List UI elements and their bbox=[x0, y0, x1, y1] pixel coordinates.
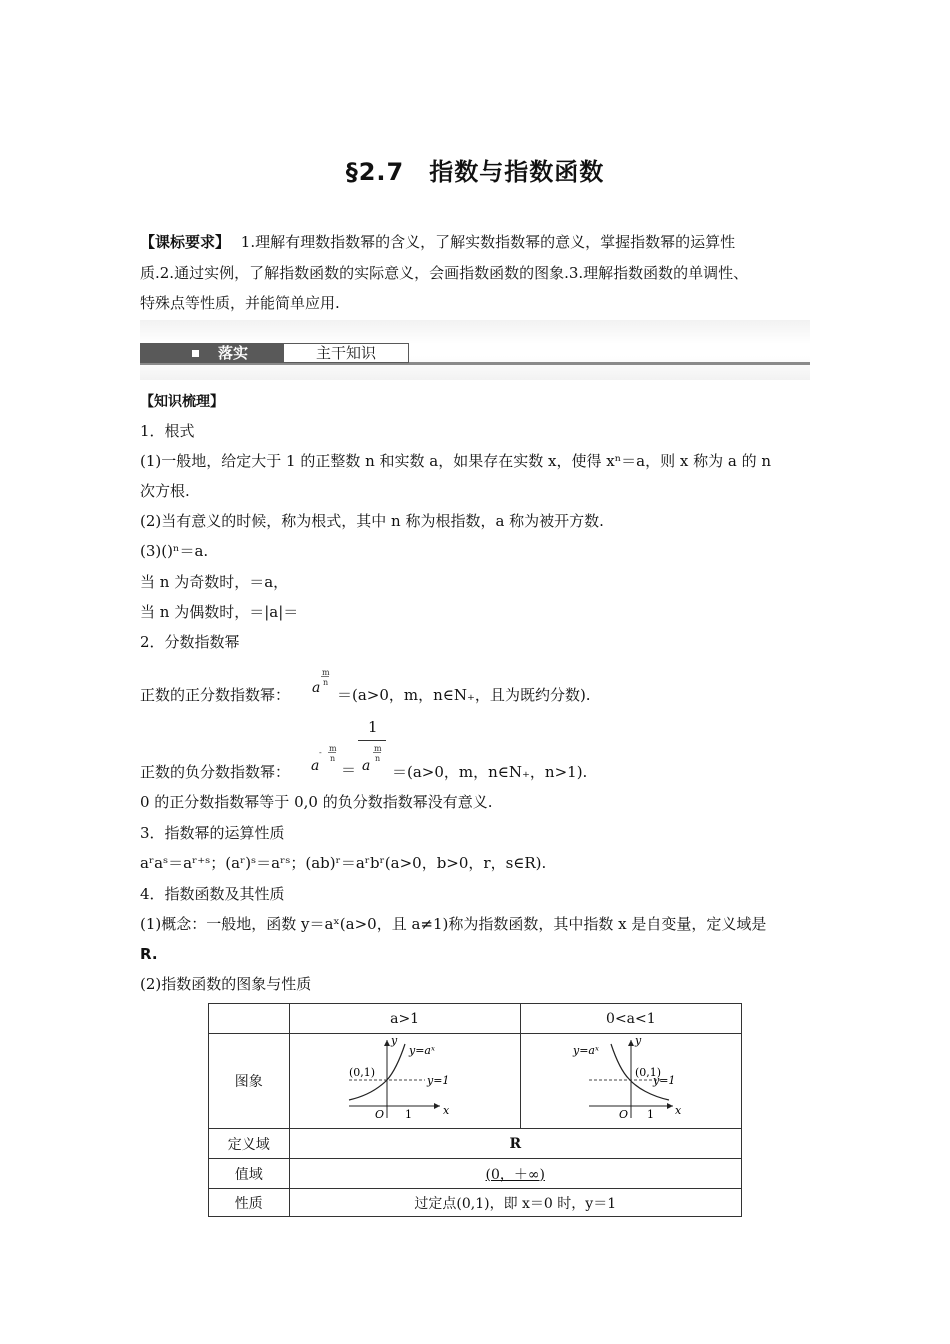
table-header-row bbox=[209, 1004, 742, 1034]
function-label: y=aˣ bbox=[572, 1044, 599, 1057]
y-axis-arrow-icon bbox=[384, 1040, 390, 1046]
negative-power-expression bbox=[311, 742, 341, 778]
y1-line-label: y=1 bbox=[426, 1074, 450, 1087]
y1-line-label: y=1 bbox=[652, 1074, 676, 1087]
den-exp-m: m bbox=[374, 744, 382, 753]
decreasing-exponential-graph bbox=[571, 1034, 691, 1124]
neg-exp-m: m bbox=[329, 744, 337, 753]
page-title: §2.7 指数与指数函数 bbox=[345, 158, 605, 186]
x-axis-arrow-icon bbox=[434, 1103, 440, 1109]
den-exp-bar bbox=[373, 752, 381, 753]
origin-label: O bbox=[374, 1108, 384, 1121]
col-a-greater-1-label: a>1 bbox=[390, 1010, 420, 1027]
banner-light-tab: 主干知识 bbox=[283, 343, 409, 363]
banner-square-icon bbox=[192, 350, 199, 357]
increasing-exponential-graph bbox=[345, 1034, 465, 1124]
y-axis-arrow-icon bbox=[628, 1040, 634, 1046]
s4-p1-line1: (1)概念：一般地，函数 y＝aˣ(a>0，且 a≠1)称为指数函数，其中指数 x 是自变量，定义域是 bbox=[140, 915, 767, 933]
neg-frac-one: 1 bbox=[368, 718, 378, 736]
table-row-range bbox=[209, 1159, 742, 1189]
banner-dark-label: 落实 bbox=[218, 344, 249, 362]
row-graph-label: 图象 bbox=[209, 1034, 290, 1129]
table-row-domain bbox=[209, 1129, 742, 1159]
requirements-line-1 bbox=[140, 232, 735, 252]
s4-p2: (2)指数函数的图象与性质 bbox=[140, 975, 312, 993]
s1-p4: 当 n 为奇数时，＝a， bbox=[140, 573, 289, 591]
requirements-text-1: 1.理解有理数指数幂的含义，了解实数指数幂的意义，掌握指数幂的运算性 bbox=[240, 233, 736, 251]
x-axis-arrow-icon bbox=[667, 1103, 673, 1109]
s1-heading: 1．根式 bbox=[140, 422, 195, 440]
neg-equals: ＝ bbox=[341, 761, 357, 779]
neg-exp-minus: - bbox=[319, 748, 322, 757]
pos-exp-bar bbox=[321, 676, 329, 677]
neg-denominator-expression bbox=[362, 742, 392, 778]
s2-heading: 2．分数指数幂 bbox=[140, 633, 240, 651]
range-value bbox=[289, 1159, 741, 1189]
s3-heading: 3．指数幂的运算性质 bbox=[140, 824, 285, 842]
function-label: y=aˣ bbox=[408, 1044, 435, 1057]
neg-base-a: a bbox=[311, 758, 320, 774]
col-a-between-label: 0<a<1 bbox=[606, 1010, 656, 1027]
y-axis-label: y bbox=[390, 1034, 397, 1047]
tick-one-label: 1 bbox=[646, 1108, 654, 1121]
s2-zero-line: 0 的正分数指数幂等于 0,0 的负分数指数幂没有意义. bbox=[140, 793, 493, 811]
x-axis-label: x bbox=[674, 1104, 682, 1117]
s1-p5: 当 n 为偶数时，＝|a|＝ bbox=[140, 603, 299, 621]
row-property-label: 性质 bbox=[209, 1189, 290, 1217]
s1-p3: (3)()ⁿ＝a. bbox=[140, 542, 209, 560]
neg-exp-bar bbox=[328, 752, 336, 753]
exponential-properties-table bbox=[208, 1003, 742, 1217]
requirements-line-2: 质.2.通过实例，了解指数函数的实际意义，会画指数函数的图象.3.理解指数函数的单调性、 bbox=[140, 264, 749, 282]
s4-p1-line2: R. bbox=[140, 945, 158, 963]
table-corner-cell bbox=[209, 1004, 290, 1034]
s1-p1-line1: (1)一般地，给定大于 1 的正整数 n 和实数 a，如果存在实数 x，使得 xⁿ＝a，则 x 称为 a 的 n bbox=[140, 452, 772, 470]
domain-value: R bbox=[289, 1129, 741, 1159]
section-banner bbox=[140, 320, 810, 380]
row-domain-label: 定义域 bbox=[209, 1129, 290, 1159]
table-row-graph bbox=[209, 1034, 742, 1129]
s1-p1-line2: 次方根. bbox=[140, 482, 190, 500]
s1-p2: (2)当有意义的时候，称为根式，其中 n 称为根指数，a 称为被开方数. bbox=[140, 512, 604, 530]
y-axis-label: y bbox=[634, 1034, 642, 1047]
s2-negative-label: 正数的负分数指数幂： bbox=[140, 763, 291, 781]
origin-label: O bbox=[618, 1108, 628, 1121]
row-range-label: 值域 bbox=[209, 1159, 290, 1189]
neg-fraction-bar bbox=[358, 740, 386, 741]
pos-exp-n: n bbox=[323, 678, 329, 687]
graph-cell-decreasing bbox=[520, 1034, 741, 1129]
col-a-greater-1 bbox=[289, 1004, 520, 1034]
x-axis-label: x bbox=[442, 1104, 449, 1117]
s3-formula: aʳaˢ＝aʳ⁺ˢ；(aʳ)ˢ＝aʳˢ；(ab)ʳ＝aʳbʳ(a>0，b>0，r，s∈R). bbox=[140, 854, 547, 872]
point-0-1-label: (0,1) bbox=[348, 1066, 375, 1079]
requirements-label: 【课标要求】 bbox=[140, 233, 231, 251]
knowledge-header: 【知识梳理】 bbox=[140, 394, 224, 410]
s2-positive-condition: ＝(a>0，m，n∈N₊，且为既约分数). bbox=[337, 686, 591, 704]
col-a-between-0-1 bbox=[520, 1004, 741, 1034]
pos-exp-m: m bbox=[322, 668, 330, 677]
graph-cell-increasing bbox=[289, 1034, 520, 1129]
range-value-text: (0，＋∞) bbox=[485, 1166, 545, 1183]
requirements-line-3: 特殊点等性质，并能简单应用. bbox=[140, 294, 340, 312]
tick-one-label: 1 bbox=[404, 1108, 412, 1121]
den-exp-n: n bbox=[375, 754, 381, 763]
s2-positive-label: 正数的正分数指数幂： bbox=[140, 686, 291, 704]
neg-exp-n: n bbox=[330, 754, 336, 763]
point-0-1-label: (0,1) bbox=[634, 1066, 661, 1079]
pos-base-a: a bbox=[312, 680, 321, 696]
den-base-a: a bbox=[362, 758, 371, 774]
banner-dark-tab bbox=[140, 343, 283, 363]
s4-heading: 4．指数函数及其性质 bbox=[140, 885, 285, 903]
table-row-property bbox=[209, 1189, 742, 1217]
s2-negative-condition: ＝(a>0，m，n∈N₊，n>1). bbox=[392, 763, 588, 781]
property-value: 过定点(0,1)，即 x＝0 时，y＝1 bbox=[289, 1189, 741, 1217]
